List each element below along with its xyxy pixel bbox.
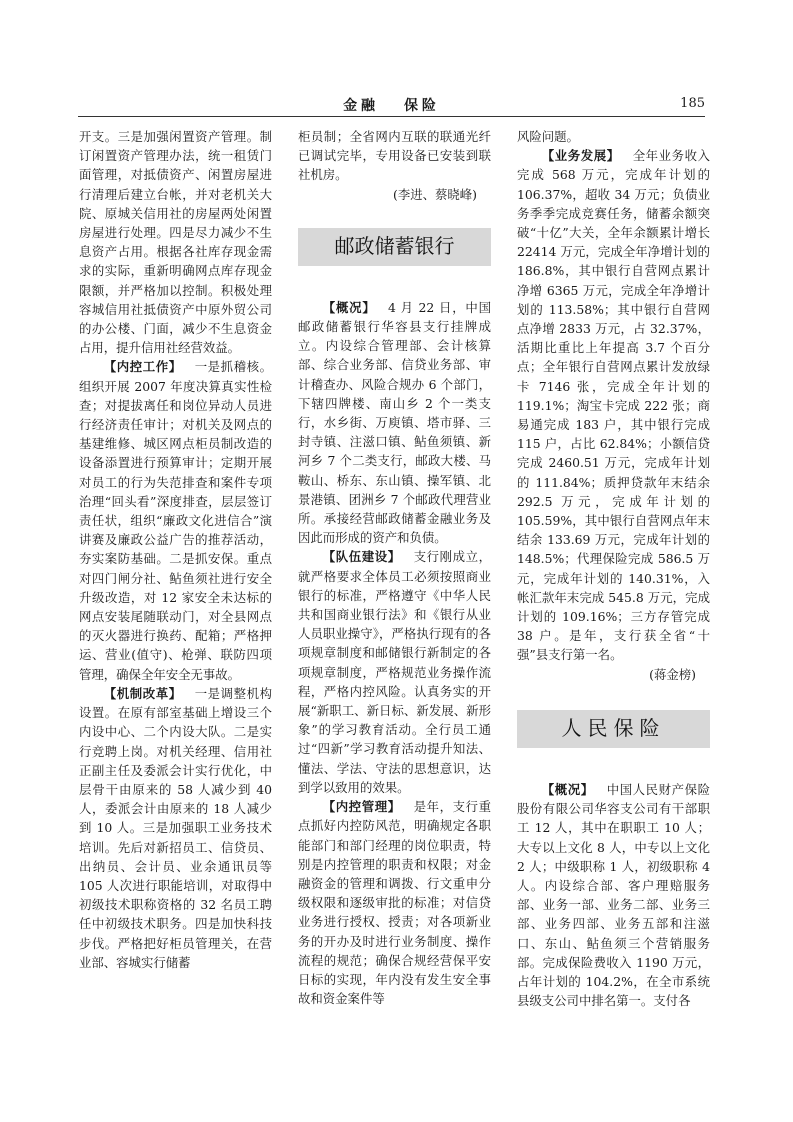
heading-overview: 【概况】 bbox=[322, 299, 376, 315]
page-number: 185 bbox=[680, 96, 705, 111]
section-banner-postal-savings-bank: 邮政储蓄银行 bbox=[298, 228, 491, 266]
heading-team-building: 【队伍建设】 bbox=[322, 549, 401, 565]
heading-mechanism-reform: 【机制改革】 bbox=[103, 685, 182, 701]
author-signature-2: (蒋金榜) bbox=[649, 666, 696, 682]
section-left: 金融 bbox=[343, 98, 380, 114]
paragraph-credit-assets: 开支。三是加强闲置资产管理。制订闲置资产管理办法，统一租赁门面管理，对抵债资产、闲置房屋进行清理后建立台帐，并对老机关大院、原城关信用社的房屋两处闲置房屋进行处理。四是尽力减少不生息资产占用。根据各社库存现金需求的实际，重新明确网点库存现金限额，并严格加以控制。积极处理容城信用社抵债资产中原外贸公司的办公楼、门面，减少不生息资金占用，提升信用社经营效益。 bbox=[79, 129, 272, 356]
paragraph-internal-control: 【内控工作】 一是抓稽核。组织开展 2007 年度决算真实性检查；对提拔离任和岗位异动人员进行经济责任审计；对机关及网点的基建维修、城区网点柜员制改造的设备添置进行预算审计；定期开展对员工的行为失范排查和案件专项治理“回头看”深度排查，层层签订责任状，组织“廉政文化进信合”演讲赛及廉政公益广告的推荐活动，夯实案防基础。二是抓安保。重点对四门闸分社、鲇鱼须社进行安全升级改造，对 12 家安全未达标的网点安装尾随联动门，对全县网点的灭火器进行换药、配箱；严格押运、营业(值守)、枪弹、联防四项管理，确保全年安全无事故。 bbox=[79, 359, 272, 682]
paragraph-team-building: 【队伍建设】 支行刚成立，就严格要求全体员工必须按照商业银行的标准，严格遵守《中华人民共和国商业银行法》和《银行从业人员职业操守》，严格执行现有的各项规章制度和邮储银行新制定的各项规章制度，严格规范业务操作流程，严格内控风险。认真务实的开展“新职工、新日标、新发展、新形象”的学习教育活动。全行员工通过“四新”学习教育活动提升知法、懂法、学法、守法的思想意识，达到学以致用的效果。 bbox=[298, 549, 491, 795]
author-signature: (李进、蔡晓峰) bbox=[392, 186, 477, 202]
section-banner-peoples-insurance: 人民保险 bbox=[517, 710, 710, 748]
heading-internal-management: 【内控管理】 bbox=[322, 799, 401, 815]
paragraph-continued: 柜员制；全省网内互联的联通光纤已调试完毕，专用设备已安装到联社机房。 bbox=[298, 129, 491, 183]
column-1 bbox=[79, 127, 272, 972]
column-2 bbox=[298, 127, 491, 1008]
paragraph-insurance-overview: 【概况】 中国人民财产保险股份有限公司华容支公司有干部职工 12 人，其中在职职工 10 人；大专以上文化 8 人，中专以上文化 2 人；中级职称 1 人，初级职称 4 人。内设综合部、客户理赔服务部、业务一部、业务二部、业务三部、业务四部、业务五部和注滋口、东山、鲇鱼须三个营销服务部。完成保险费收入 1190 万元，占年计划的 104.2%，在全市系统县级支公司中排名第一。支付各 bbox=[517, 781, 710, 1009]
paragraph-internal-management: 【内控管理】 是年，支行重点抓好内控防风范，明确规定各职能部门和部门经理的岗位职责，特别是内控管理的职责和权限；对金融资金的管理和调拨、行文重申分级权限和逐级审批的标准；对信贷业务进行授权、授责；对各项新业务的开办及时进行业务制度、操作流程的规范；确保合规经营保平安日标的实现，年内没有发生安全事故和资金案件等 bbox=[298, 799, 491, 1007]
header-rule bbox=[78, 116, 705, 117]
paragraph-overview: 【概况】 4 月 22 日，中国邮政储蓄银行华容县支行挂牌成立。内设综合管理部、会计核算部、综合业务部、信贷业务部、审计稽查办、风险合规办 6 个部门，下辖四牌楼、南山乡 2 个一类支行，水乡街、万庾镇、塔市驿、三封寺镇、注滋口镇、鲇鱼须镇、新河乡 7 个二类支行，邮政大楼、马鞍山、桥东、东山镇、操军镇、北景港镇、团洲乡 7 个邮政代理营业所。承接经营邮政储蓄金融业务及因此而形成的资产和负债。 bbox=[298, 299, 492, 546]
heading-insurance-overview: 【概况】 bbox=[541, 781, 594, 797]
section-right: 保险 bbox=[403, 98, 440, 114]
heading-business-development: 【业务发展】 bbox=[541, 148, 620, 164]
paragraph-mechanism-reform: 【机制改革】 一是调整机构设置。在原有部室基础上增设三个内设中心、二个内设大队。二是实行竞聘上岗。对机关经理、信用社正副主任及委派会计实行优化，中层骨干由原来的 58 人减少到 40 人，委派会计由原来的 18 人减少到 10 人。三是加强职工业务技术培训。先后对新招员工、信贷员、出纳员、会计员、业余通讯员等 105 人次进行职能培训，对取得中初级技术职称资格的 32 名员工聘任中初级技术职务。四是加快科技步伐。严格把好柜员管理关，在营业部、容城实行储蓄 bbox=[79, 685, 272, 970]
column-3 bbox=[517, 127, 710, 1010]
paragraph-continued-risk: 风险问题。 bbox=[517, 129, 579, 144]
heading-internal-control: 【内控工作】 bbox=[103, 359, 182, 375]
paragraph-business-development: 【业务发展】 全年业务收入完成 568 万元，完成年计划的 106.37%，超收 34 万元；负债业务季季完成竞赛任务，储蓄余额突破“十亿”大关，全年余额累计增长 22414 万元，完成全年净增计划的 186.8%，其中银行自营网点累计净增 6365 万元，完成全年净增计划的 113.58%；其中银行自营网点净增 2833 万元，占 32.37%，活期比重比上年提高 3.7 个百分点；全年银行自营网点累计发放绿卡 7146 张，完成全年计划的 119.1%；淘宝卡完成 222 张；商易通完成 183 户，其中银行完成 115 户，占比 62.84%；小额信贷完成 2460.51 万元，完成年计划的 111.84%；质押贷款年末结余 292.5 万元，完成年计划的 105.59%，其中银行自营网点年末结余 133.69 万元，完成年计划的 148.5%；代理保险完成 586.5 万元，完成年计划的 140.31%，入帐汇款年末完成 545.8 万元，完成计划的 109.16%；三方存管完成 38 户。是年，支行获全省“十强”县支行第一名。 bbox=[517, 148, 710, 663]
running-head bbox=[78, 95, 705, 115]
page-header bbox=[78, 92, 705, 118]
